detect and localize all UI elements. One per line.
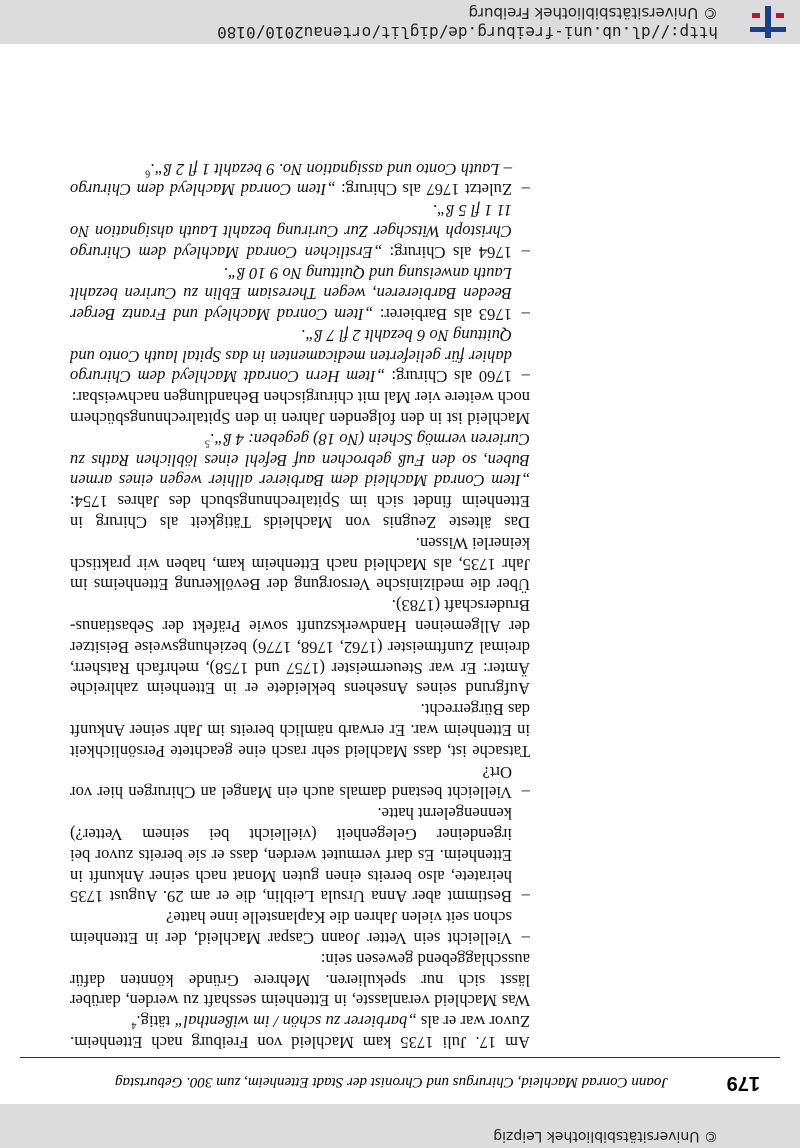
list-item-vetter (70, 906, 530, 948)
arrival-text: Am 17. Juli 1735 kam Machleid von Freiburg nach Ettenheim. Zuvor war er als (70, 1012, 530, 1052)
library-bar-top (0, 1104, 800, 1148)
dash-glyph: – (521, 305, 530, 325)
list-item-quote: „Item Conrad Machleyd und Frantz Berger Beeden Barbiereren, wegen Theresiam Eblin zu Curiren bezahlt Lauth anweisung und Quittung No 9 10 ß“. (70, 263, 512, 325)
footnote-ref-5: 5 (204, 437, 210, 449)
dash-glyph: – (521, 887, 530, 907)
list-item-1764 (70, 199, 530, 261)
library-label-top: © Universitätsbibliothek Leipzig (493, 1128, 718, 1144)
university-logo-icon (748, 4, 788, 40)
paragraph-offices: Aufgrund seines Ansehens bekleidete er in Ettenheim zahlreiche Ämter: Er war Steuermeister (1757 und 1758), mehrfach Ratsherr, dreimal Zunftmeister (1762, 1768, 1776) beziehungsweise Beisitzer der Allgemeinen Handwerkszunft sowie Präfekt der Sebastianus-Bruderschaft (1783). (70, 596, 530, 699)
page-number: 179 (726, 1072, 760, 1094)
list-item-marriage (70, 802, 530, 906)
paragraph-further-records: Machleid ist in den folgenden Jahren in den Spitalrechnungsbüchern noch weitere vier Mal mit chirurgischen Behandlungen nachweisbar: (70, 388, 530, 429)
list-item-text: 1764 als Chirurg: (382, 242, 512, 262)
document-url-link[interactable]: http://dl.ub.uni-freiburg.de/diglit/ortenau2010/0180 (217, 23, 718, 42)
list-item-text: Bestimmt aber Anna Ursula Leiblin, die er am 29. August 1735 heiratete, also bereits einen guten Monat nach seiner Ankunft in Ettenheim. Es darf vermutet werden, dass er sie bereits zuvor bei irgendeiner Gelegenheit (vielleicht bei seinem Vetter?) kennengelernt hatte. (70, 804, 512, 907)
list-item-text: 1763 als Barbierer: (373, 305, 512, 325)
list-item-text: Zuletzt 1767 als Chirurg: (335, 180, 512, 200)
running-head (20, 1057, 780, 1098)
body-text (70, 158, 530, 1052)
dash-glyph: – (521, 180, 530, 200)
paragraph-oldest-record (70, 428, 530, 532)
paragraph-reasons: Was Machleid veranlasste, in Ettenheim sesshaft zu werden, darüber lässt sich nur spekulieren. Mehrere Gründe könnten dafür ausschlaggebend gewesen sein: (70, 949, 530, 1011)
paragraph-arrival (70, 1010, 530, 1052)
paragraph-citizenship: Tatsache ist, dass Machleid sehr rasch eine geachtete Persönlichkeit in Ettenheim war. Er erwarb nämlich bereits im Jahr seiner Ankunft das Bürgerrecht. (70, 700, 530, 761)
dash-glyph: – (521, 783, 530, 803)
list-item-quote: „Item Conrad Machleyd dem Chirurgo – Lauth Conto und assignation No. 9 bezahlt 1 fl 2 ß“. (69, 159, 512, 200)
library-bar-bottom (0, 0, 800, 44)
oldest-record-quote: „Item Conrad Machleid dem Barbierer allhier wegen eines armen Buben, so den Fuß gebrochen auf Befehl eines löblichen Raths zu Curieren vermög Schein (No 18) gegeben: 4 ß“. (70, 429, 530, 491)
library-label-bottom: © Universitätsbibliothek Freiburg (468, 4, 718, 22)
footnote-ref-4: 4 (131, 1019, 137, 1031)
arrival-quote: „barbierer zu schön / im wißenthal“ (174, 1012, 417, 1032)
list-item-text: Vielleicht bestand damals auch ein Mangel an Chirurgen hier vor Ort? (70, 762, 512, 803)
paragraph-medical-care: Über die medizinische Versorgung der Bevölkerung Ettenheims im Jahr 1735, als Machleid nach Ettenheim kam, haben wir praktisch keinerlei Wissen. (70, 533, 530, 595)
arrival-tail: tätig. (136, 1012, 175, 1032)
list-item-1763 (70, 262, 530, 324)
list-item-1767 (70, 158, 530, 200)
list-item-quote: „Item Hern Conradt Machleyd dem Chirurgo dahier für gelieferten medicamenten in das Spital lauth Conto und Quittung No 6 bezahlt 2 fl 7 ß“. (70, 325, 512, 387)
list-item-quote: „Erstlichen Conrad Machleyd dem Chirurgo Christoph Witschger Zur Curirung bezahlt Lauth ahsignation No 11 1 fl 5 ß“. (70, 201, 512, 262)
dash-glyph: – (521, 929, 530, 949)
oldest-record-text: Das älteste Zeugnis von Machleids Tätigkeit als Chirurg in Ettenheim findet sich im Spitalrechnungsbuch des Jahres 1754: (70, 492, 530, 533)
dash-glyph: – (521, 367, 530, 387)
list-item-text: Vielleicht sein Vetter Joann Caspar Machleid, der in Ettenheim schon seit vielen Jahren die Kaplanstelle inne hatte? (70, 908, 512, 949)
footnote-ref-6: 6 (145, 167, 151, 179)
list-item-shortage (70, 761, 530, 803)
dash-glyph: – (521, 242, 530, 262)
list-item-text: 1760 als Chirurg: (384, 367, 512, 387)
running-title: Joann Conrad Machleid, Chirurgus und Chronist der Stadt Ettenheim, zum 300. Geburtstag (114, 1074, 668, 1090)
list-item-1760 (70, 324, 530, 386)
